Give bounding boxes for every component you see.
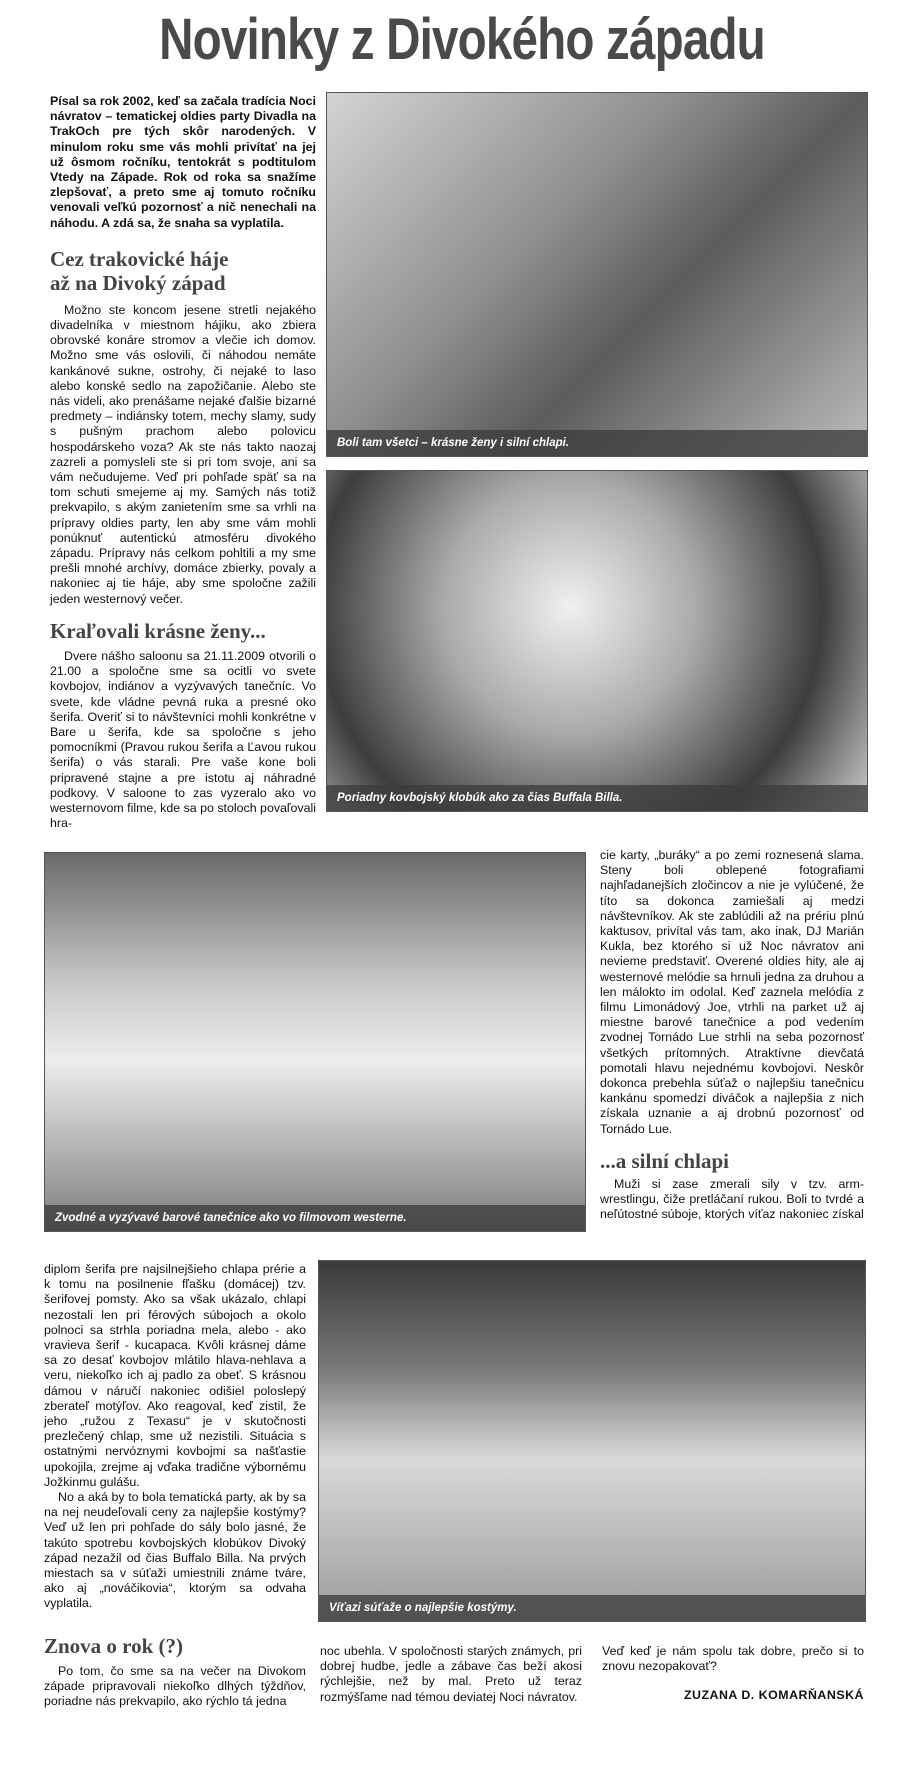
section3-text2: No a aká by to bola tematická party, ak by sa na nej neudeľovali ceny za najlepšie kostýmy? Veď už len pri pohľade do sály bolo jasné, že takúto spotrebu kovbojských klobúkov Divoký západ nezažil od čias Buffalo Billa. Na prvých miestach sa v súťaži umiestnili známe tváre, ako aj „nováčikovia“, ktorým sa odvaha vyplatila. [44, 1490, 306, 1611]
section3-continued: diplom šerifa pre najsilnejšieho chlapa prérie a k tomu na posilnenie fľašku (domácej) tzv. šerifovej pomsty. Ako sa však ukázalo, chlapi nezostali len pri férových súbojoch a okolo polnoci sa strhla poriadna mela, alebo - ako vravieva šerif - kucapaca. Kvôli krásnej dáme sa zo desať kovbojov mlátilo hlava-nehlava a veru, niekoľko ich aj padlo za obeť. S krásnou dámou v náručí nakoniec odišiel poloslepý zberateľ motýľov. Ako reagoval, keď zistil, že jeho „ružou z Texasu“ je v skutočnosti prezlečený chlap, sme už nezistili. Situácia s ostatnými nervóznymi kovbojmi sa našťastie upokojila, zrejme aj vďaka tradične výbornému Jožkinmu gulášu. [44, 1262, 306, 1489]
photo-costume-winners [318, 1260, 866, 1622]
right-column-middle [600, 848, 864, 1222]
section2-text: Dvere nášho saloonu sa 21.11.2009 otvorili o 21.00 a spoločne sme sa ocitli vo svete kovbojov, indiánov a vyzývavých tanečníc. Vo svete, kde vládne pevná ruka a presné oko šerifa. Overiť si to návštevníci mohli konkrétne v Bare u šerifa, kde sa spoločne s jeho pomocníkmi (Pravou rukou šerifa a Ľavou rukou šerifa) o vás starali. Pre vaše kone boli pripravené stajne a pre istotu aj náhradné podkovy. V saloone to zas vyzeralo ako vo westernovom filme, kde sa po stoloch povaľovali hra- [50, 648, 317, 831]
section3-heading: ...a silní chlapi [600, 1148, 729, 1173]
photo-caption: Zvodné a vyzývavé barové tanečnice ako vo filmovom westerne. [45, 1205, 585, 1231]
section4-col3: Veď keď je nám spolu tak dobre, prečo si to znovu nezopakovať? [602, 1644, 864, 1674]
section2-continued: cie karty, „buráky“ a po zemi roznesená slama. Steny boli oblepené fotografiami najhľadanejších zločincov a nie je vylúčené, že títo sa dokonca zamiešali aj medzi návštevníkov. Ak ste zablúdili až na prériu plnú kaktusov, privítal vás tam, ako inak, DJ Marián Kukla, bez ktorého si už Noc návratov ani nevieme predstaviť. Overené oldies hity, ale aj westernové melódie sa hrnuli jedna za druhou a len málokto im odolal. Keď zaznela melódia z filmu Limonádový Joe, vtrhli na parket už aj miestne barové tanečnice a pod vedením zvodnej Tornádo Lue strhli na seba pozornosť všetkých prítomných. Atraktívne dievčatá pomotali hlavu nejednému kovbojovi. Neskôr dokonca prebehla súťaž o najlepšiu tanečnicu kankánu spomedzi diváčok a najlepšia z nich získala uznanie a aj drobnú pozornosť od Tornádo Lue. [600, 848, 864, 1136]
photo-caption: Víťazi súťaže o najlepšie kostýmy. [319, 1595, 865, 1621]
section1-heading-line1: Cez trakovické háje [50, 246, 229, 271]
photo-bar-dancers [44, 852, 586, 1232]
page-title: Novinky z Divokého západu [159, 7, 765, 72]
section4-column3 [602, 1644, 864, 1702]
section1-text: Možno ste koncom jesene stretli nejakého divadelníka v miestnom hájiku, ako zbiera obrovské konáre stromov a vlečie ich domov. Možno sme vás oslovili, či náhodou nemáte kankánové sukne, ostrohy, či nejaké to laso alebo konské sedlo na zapožičanie. Alebo ste nás videli, ako prenášame nejaké ďalšie bizarné predmety – indiánsky totem, mechy slamy, sudy s pušným prachom alebo polovicu hospodárskeho voza? Ak ste nás takto naozaj zazreli a pomysleli ste si pri tom svoje, ani sa vám nečudujeme. Veď pri pohľade späť sa na tom schuti smejeme aj my. Samých nás totiž prekvapilo, s akým zanietením sme sa vrhli na prípravy oldies party, len aby sme vám mohli ponúknuť autentickú atmosféru divokého západu. Prípravy nás celkom pohltili a my sme prešli mnohé archívy, domáce zbierky, povaly a nakoniec aj tie háje, aby sme spoločne zažili jeden westernový večer. [50, 302, 316, 606]
section4-col1: Po tom, čo sme sa na večer na Divokom západe pripravovali niekoľko dlhých týždňov, poriadne nás prekvapilo, ako rýchlo tá jedna [44, 1664, 306, 1709]
section2-heading: Kraľovali krásne ženy... [50, 618, 266, 643]
section3-text: Muži si zase zmerali sily v tzv. arm-wrestlingu, čiže pretláčaní rukou. Boli to tvrdé a neľútostné súboje, ktorých víťaz nakoniec získal [600, 1176, 864, 1222]
section4-col2: noc ubehla. V spoločnosti starých známych, pri dobrej hudbe, jedle a zábave čas beží akosi rýchlejšie, než by mal. Preto už teraz rozmýšľame nad témou deviatej Noci návratov. [320, 1644, 582, 1704]
intro-paragraph: Písal sa rok 2002, keď sa začala tradícia Noci návratov – tematickej oldies party Divadla na TrakOch pre tých skôr narodených. V minulom roku sme vás mohli privítať na jej už ôsmom ročníku, tentokrát s podtitulom Vtedy na Západe. Rok od roka sa snažíme zlepšovať, a preto sme aj tomuto ročníku venovali veľkú pozornosť a nič nenechali na náhodu. A zdá sa, že snaha sa vyplatila. [50, 94, 316, 230]
photo-caption: Boli tam všetci – krásne ženy i silní chlapi. [327, 430, 867, 456]
section4-heading: Znova o rok (?) [44, 1634, 184, 1658]
author-signature: ZUZANA D. KOMARŇANSKÁ [683, 1688, 864, 1703]
left-column [50, 94, 316, 831]
section4-column1 [44, 1634, 306, 1710]
section4-column2 [320, 1644, 582, 1705]
photo-caption: Poriadny kovbojský klobúk ako za čias Buffala Billa. [327, 785, 867, 811]
section1-heading-line2: až na Divoký západ [50, 270, 226, 295]
photo-all-guests [326, 92, 868, 457]
photo-cowboy-hat [326, 470, 868, 812]
left-column-bottom [44, 1262, 306, 1612]
